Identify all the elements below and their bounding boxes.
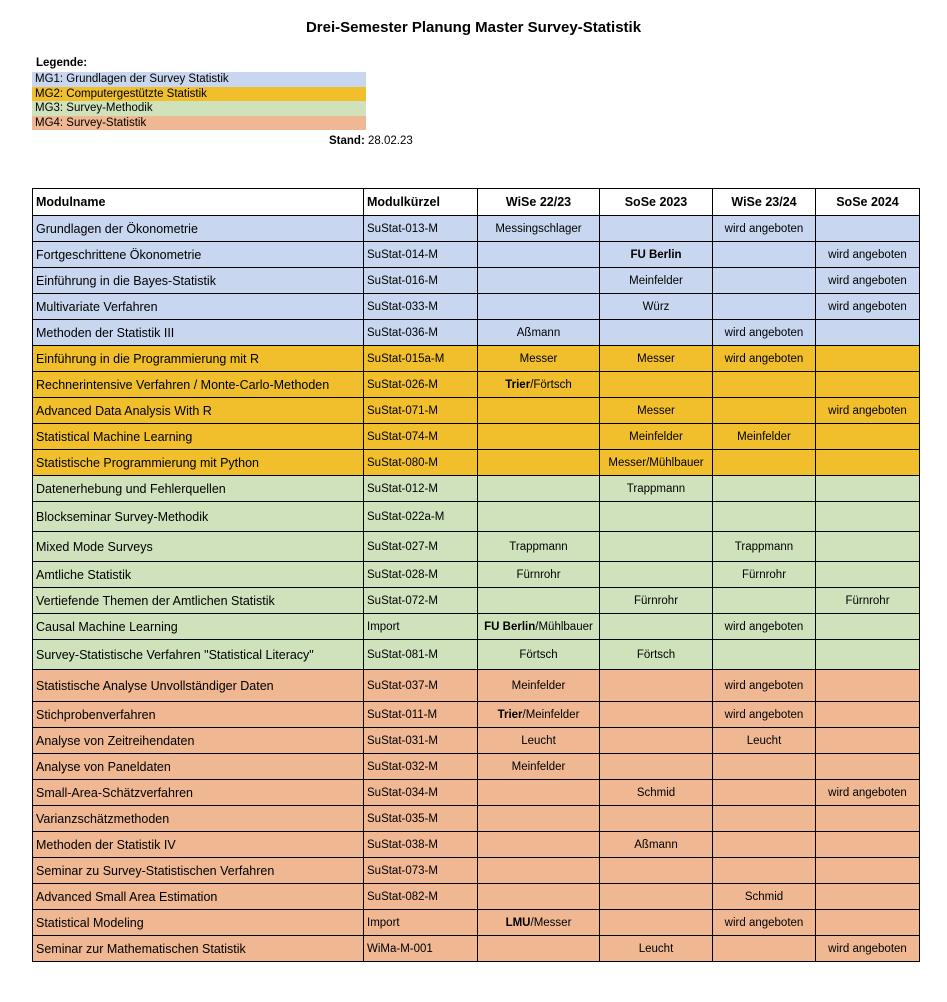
table-row (33, 728, 920, 754)
module-name-cell: Causal Machine Learning (33, 614, 364, 640)
table-row (33, 614, 920, 640)
module-code-cell: SuStat-071-M (364, 398, 478, 424)
table-row (33, 450, 920, 476)
lecturer-label: wird angeboten (724, 679, 804, 692)
institution-label: FU Berlin (484, 620, 536, 633)
semester-cell (478, 670, 600, 702)
semester-cell (713, 936, 816, 962)
lecturer-label: Fürnrohr (633, 594, 679, 607)
lecturer-label: wird angeboten (724, 326, 804, 339)
lecturer-label: Trappmann (626, 482, 686, 495)
semester-cell (713, 588, 816, 614)
semester-cell (816, 346, 920, 372)
table-row (33, 372, 920, 398)
semester-cell (816, 502, 920, 532)
module-code-cell: SuStat-015a-M (364, 346, 478, 372)
module-name-cell: Analyse von Zeitreihendaten (33, 728, 364, 754)
semester-cell (816, 670, 920, 702)
module-name-cell: Statistical Modeling (33, 910, 364, 936)
semester-cell (600, 588, 713, 614)
semester-cell (478, 910, 600, 936)
semester-cell (478, 372, 600, 398)
lecturer-label: Leucht (638, 942, 674, 955)
lecturer-label: Schmid (744, 890, 784, 903)
table-header-row (33, 189, 920, 216)
legend-item-mg3: MG3: Survey-Methodik (32, 101, 366, 116)
semester-cell (478, 806, 600, 832)
semester-cell (816, 754, 920, 780)
semester-cell (478, 562, 600, 588)
module-table (32, 188, 920, 962)
semester-cell (600, 754, 713, 780)
semester-cell (600, 562, 713, 588)
lecturer-label: Fürnrohr (516, 568, 561, 581)
module-name-cell: Small-Area-Schätzverfahren (33, 780, 364, 806)
lecturer-label: Trappmann (734, 540, 794, 553)
module-name-cell: Methoden der Statistik IV (33, 832, 364, 858)
semester-cell (478, 268, 600, 294)
lecturer-label: Fürnrohr (741, 568, 787, 581)
module-code-cell: SuStat-035-M (364, 806, 478, 832)
semester-cell (600, 832, 713, 858)
semester-cell (478, 320, 600, 346)
semester-cell (713, 346, 816, 372)
module-code-cell: SuStat-037-M (364, 670, 478, 702)
table-row (33, 670, 920, 702)
table-row (33, 702, 920, 728)
semester-cell (478, 832, 600, 858)
semester-cell (816, 294, 920, 320)
semester-cell (816, 910, 920, 936)
module-code-cell: SuStat-034-M (364, 780, 478, 806)
lecturer-label: Meinfelder (629, 430, 683, 443)
module-code-cell: SuStat-074-M (364, 424, 478, 450)
semester-cell (478, 780, 600, 806)
lecturer-label: wird angeboten (828, 274, 907, 287)
semester-cell (600, 728, 713, 754)
table-row (33, 398, 920, 424)
table-row (33, 640, 920, 670)
semester-cell (713, 242, 816, 268)
table-row (33, 424, 920, 450)
module-code-cell: SuStat-013-M (364, 216, 478, 242)
module-code-cell: SuStat-016-M (364, 268, 478, 294)
semester-cell (600, 858, 713, 884)
stand-value: 28.02.23 (367, 135, 413, 147)
semester-cell (713, 884, 816, 910)
module-code-cell: SuStat-026-M (364, 372, 478, 398)
semester-cell (816, 806, 920, 832)
module-code-cell: SuStat-031-M (364, 728, 478, 754)
lecturer-label: wird angeboten (724, 352, 804, 365)
module-name-cell: Grundlagen der Ökonometrie (33, 216, 364, 242)
lecturer-label: Meinfelder (737, 430, 791, 443)
module-name-cell: Blockseminar Survey-Methodik (33, 502, 364, 532)
module-name-cell: Amtliche Statistik (33, 562, 364, 588)
lecturer-label: Meinfelder (511, 760, 566, 773)
module-name-cell: Advanced Data Analysis With R (33, 398, 364, 424)
module-code-cell: SuStat-032-M (364, 754, 478, 780)
semester-cell (478, 702, 600, 728)
module-code-cell: Import (364, 910, 478, 936)
semester-cell (600, 806, 713, 832)
header-modulname: Modulname (33, 189, 364, 216)
lecturer-label: wird angeboten (828, 248, 907, 261)
table-row (33, 858, 920, 884)
lecturer-label: Würz (642, 300, 670, 313)
semester-cell (478, 502, 600, 532)
table-row (33, 754, 920, 780)
semester-cell (478, 216, 600, 242)
lecturer-label: wird angeboten (724, 708, 804, 721)
module-name-cell: Rechnerintensive Verfahren / Monte-Carlo-Methoden (33, 372, 364, 398)
lecturer-label: Messer (637, 352, 675, 365)
semester-cell (713, 268, 816, 294)
semester-cell (600, 216, 713, 242)
semester-cell (478, 588, 600, 614)
module-code-cell: SuStat-011-M (364, 702, 478, 728)
semester-cell (600, 502, 713, 532)
semester-cell (478, 450, 600, 476)
module-name-cell: Seminar zur Mathematischen Statistik (33, 936, 364, 962)
lecturer-label: Messingschlager (495, 222, 582, 235)
semester-cell (816, 476, 920, 502)
module-code-cell: Import (364, 614, 478, 640)
semester-cell (713, 424, 816, 450)
semester-cell (600, 294, 713, 320)
semester-cell (600, 936, 713, 962)
semester-cell (478, 476, 600, 502)
table-row (33, 476, 920, 502)
legend-heading: Legende: (36, 57, 88, 69)
semester-cell (816, 268, 920, 294)
module-name-cell: Statistical Machine Learning (33, 424, 364, 450)
header-sose-2024: SoSe 2024 (816, 189, 920, 216)
institution-label: FU Berlin (630, 248, 682, 261)
institution-label: Trier (505, 378, 531, 391)
lecturer-label: Leucht (746, 734, 782, 747)
legend-item-mg4: MG4: Survey-Statistik (32, 116, 366, 131)
legend-item-mg1: MG1: Grundlagen der Survey Statistik (32, 72, 366, 87)
header-sose-2023: SoSe 2023 (600, 189, 713, 216)
semester-cell (713, 216, 816, 242)
lecturer-label: wird angeboten (828, 786, 907, 799)
lecturer-label: Trappmann (509, 540, 568, 553)
semester-cell (713, 294, 816, 320)
semester-cell (478, 424, 600, 450)
semester-cell (816, 780, 920, 806)
semester-cell (478, 614, 600, 640)
lecturer-label: Schmid (636, 786, 676, 799)
semester-cell (816, 450, 920, 476)
semester-cell (713, 832, 816, 858)
page-title: Drei-Semester Planung Master Survey-Statistik (305, 19, 642, 36)
semester-cell (816, 398, 920, 424)
semester-cell (816, 216, 920, 242)
semester-cell (600, 670, 713, 702)
institution-label: Trier (497, 708, 523, 721)
semester-cell (478, 884, 600, 910)
semester-cell (600, 884, 713, 910)
semester-cell (600, 640, 713, 670)
semester-cell (816, 702, 920, 728)
module-code-cell: SuStat-072-M (364, 588, 478, 614)
lecturer-label: wird angeboten (828, 300, 907, 313)
semester-cell (478, 728, 600, 754)
semester-cell (600, 614, 713, 640)
semester-cell (478, 532, 600, 562)
lecturer-label: /Förtsch (530, 378, 572, 391)
semester-cell (816, 832, 920, 858)
semester-cell (600, 780, 713, 806)
semester-cell (600, 910, 713, 936)
semester-cell (600, 424, 713, 450)
module-code-cell: SuStat-081-M (364, 640, 478, 670)
stand-date (329, 135, 413, 147)
table-row (33, 780, 920, 806)
module-name-cell: Datenerhebung und Fehlerquellen (33, 476, 364, 502)
table-row (33, 532, 920, 562)
lecturer-label: Förtsch (636, 648, 676, 661)
semester-cell (600, 398, 713, 424)
semester-cell (713, 780, 816, 806)
table-row (33, 346, 920, 372)
semester-cell (478, 242, 600, 268)
module-name-cell: Methoden der Statistik III (33, 320, 364, 346)
lecturer-label: wird angeboten (724, 620, 804, 633)
semester-cell (478, 346, 600, 372)
semester-cell (816, 588, 920, 614)
module-code-cell: SuStat-014-M (364, 242, 478, 268)
module-code-cell: SuStat-027-M (364, 532, 478, 562)
lecturer-label: wird angeboten (724, 916, 804, 929)
semester-cell (713, 372, 816, 398)
module-name-cell: Einführung in die Programmierung mit R (33, 346, 364, 372)
legend (32, 72, 366, 130)
semester-cell (713, 450, 816, 476)
semester-cell (816, 562, 920, 588)
semester-cell (600, 702, 713, 728)
semester-cell (478, 294, 600, 320)
module-name-cell: Analyse von Paneldaten (33, 754, 364, 780)
module-name-cell: Statistische Analyse Unvollständiger Daten (33, 670, 364, 702)
semester-cell (713, 858, 816, 884)
table-row (33, 502, 920, 532)
semester-cell (713, 670, 816, 702)
semester-cell (816, 884, 920, 910)
table-row (33, 216, 920, 242)
lecturer-label: Meinfelder (511, 679, 566, 692)
module-code-cell: WiMa-M-001 (364, 936, 478, 962)
stand-label: Stand: (329, 135, 365, 147)
lecturer-label: wird angeboten (724, 222, 804, 235)
semester-cell (816, 936, 920, 962)
semester-cell (713, 320, 816, 346)
semester-cell (478, 936, 600, 962)
semester-cell (816, 532, 920, 562)
module-name-cell: Mixed Mode Surveys (33, 532, 364, 562)
table-row (33, 294, 920, 320)
header-wise-23-24: WiSe 23/24 (713, 189, 816, 216)
lecturer-label: /Mühlbauer (535, 620, 593, 633)
semester-cell (600, 268, 713, 294)
semester-cell (478, 398, 600, 424)
module-name-cell: Seminar zu Survey-Statistischen Verfahren (33, 858, 364, 884)
module-name-cell: Survey-Statistische Verfahren "Statistical Literacy" (33, 640, 364, 670)
semester-cell (600, 320, 713, 346)
semester-cell (600, 242, 713, 268)
semester-cell (478, 640, 600, 670)
semester-cell (816, 614, 920, 640)
semester-cell (478, 858, 600, 884)
table-row (33, 242, 920, 268)
table-row (33, 268, 920, 294)
lecturer-label: /Meinfelder (522, 708, 580, 721)
lecturer-label: Aßmann (634, 838, 678, 851)
module-code-cell: SuStat-080-M (364, 450, 478, 476)
semester-cell (816, 640, 920, 670)
lecturer-label: wird angeboten (828, 404, 907, 417)
semester-cell (713, 476, 816, 502)
semester-cell (713, 910, 816, 936)
semester-cell (816, 372, 920, 398)
module-name-cell: Einführung in die Bayes-Statistik (33, 268, 364, 294)
module-code-cell: SuStat-036-M (364, 320, 478, 346)
header-modulkuerzel: Modulkürzel (364, 189, 478, 216)
module-code-cell: SuStat-033-M (364, 294, 478, 320)
table-row (33, 806, 920, 832)
semester-cell (816, 320, 920, 346)
lecturer-label: Aßmann (516, 326, 561, 339)
semester-cell (713, 728, 816, 754)
table-row (33, 320, 920, 346)
semester-cell (713, 702, 816, 728)
semester-cell (713, 502, 816, 532)
header-wise-22-23: WiSe 22/23 (478, 189, 600, 216)
semester-cell (600, 476, 713, 502)
lecturer-label: /Messer (530, 916, 572, 929)
semester-cell (713, 532, 816, 562)
module-name-cell: Statistische Programmierung mit Python (33, 450, 364, 476)
semester-cell (816, 728, 920, 754)
semester-cell (713, 562, 816, 588)
institution-label: LMU (505, 916, 531, 929)
module-name-cell: Advanced Small Area Estimation (33, 884, 364, 910)
table-row (33, 588, 920, 614)
module-name-cell: Fortgeschrittene Ökonometrie (33, 242, 364, 268)
legend-item-mg2: MG2: Computergestützte Statistik (32, 87, 366, 102)
module-code-cell: SuStat-082-M (364, 884, 478, 910)
module-code-cell: SuStat-022a-M (364, 502, 478, 532)
lecturer-label: Messer/Mühlbauer (608, 456, 704, 469)
semester-cell (816, 858, 920, 884)
module-name-cell: Varianzschätzmethoden (33, 806, 364, 832)
lecturer-label: Meinfelder (629, 274, 683, 287)
semester-cell (713, 398, 816, 424)
semester-cell (600, 346, 713, 372)
table-body (33, 216, 920, 962)
table-row (33, 936, 920, 962)
lecturer-label: Messer (637, 404, 675, 417)
semester-cell (600, 372, 713, 398)
table-row (33, 884, 920, 910)
module-code-cell: SuStat-073-M (364, 858, 478, 884)
semester-cell (478, 754, 600, 780)
semester-cell (816, 242, 920, 268)
table-row (33, 832, 920, 858)
semester-cell (713, 614, 816, 640)
semester-cell (600, 450, 713, 476)
lecturer-label: Messer (519, 352, 558, 365)
semester-cell (600, 532, 713, 562)
table-row (33, 562, 920, 588)
lecturer-label: Leucht (521, 734, 556, 747)
module-name-cell: Stichprobenverfahren (33, 702, 364, 728)
module-code-cell: SuStat-012-M (364, 476, 478, 502)
lecturer-label: Förtsch (519, 648, 558, 661)
module-name-cell: Multivariate Verfahren (33, 294, 364, 320)
lecturer-label: Fürnrohr (845, 594, 890, 607)
module-code-cell: SuStat-028-M (364, 562, 478, 588)
semester-cell (816, 424, 920, 450)
semester-cell (713, 640, 816, 670)
module-name-cell: Vertiefende Themen der Amtlichen Statistik (33, 588, 364, 614)
semester-cell (713, 754, 816, 780)
table-row (33, 910, 920, 936)
semester-cell (713, 806, 816, 832)
lecturer-label: wird angeboten (828, 942, 907, 955)
module-code-cell: SuStat-038-M (364, 832, 478, 858)
